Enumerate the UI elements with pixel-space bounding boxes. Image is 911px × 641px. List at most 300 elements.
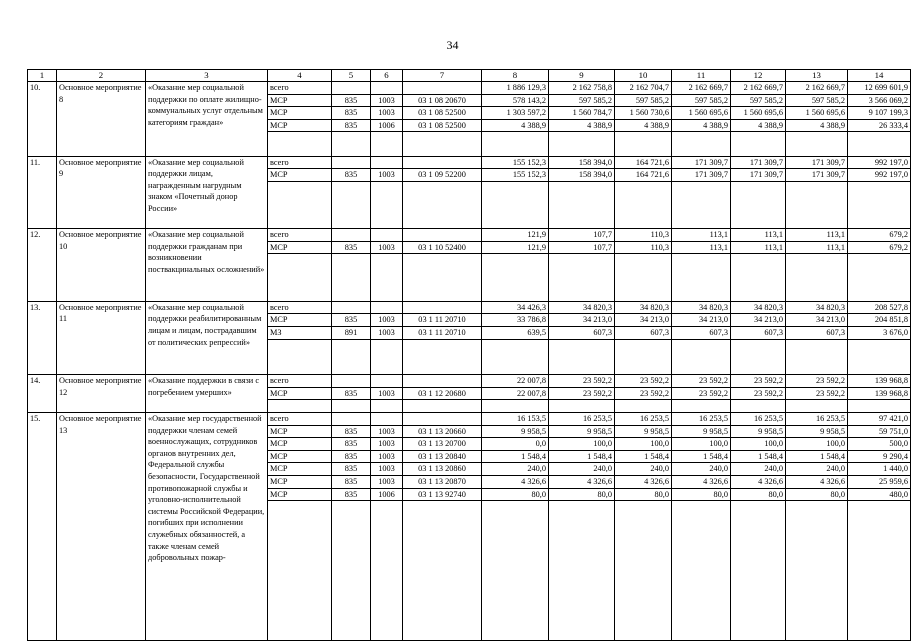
empty-cell <box>371 132 403 156</box>
empty-cell <box>403 501 482 641</box>
table-row <box>28 413 911 426</box>
amount-cell: 100,0 <box>731 438 786 451</box>
measure-description: «Оказание мер социальной поддержки по оплате жилищно-коммунальных услуг отдельным категориям граждан» <box>146 82 268 157</box>
amount-cell: 171 309,7 <box>786 156 848 169</box>
empty-cell <box>332 339 371 375</box>
amount-cell: 23 592,2 <box>731 375 786 388</box>
code-section: 1003 <box>371 169 403 182</box>
column-header-row <box>28 70 911 82</box>
code-section: 1003 <box>371 314 403 327</box>
amount-cell: 34 820,3 <box>731 301 786 314</box>
empty-cell <box>549 254 615 301</box>
amount-cell: 80,0 <box>615 488 672 501</box>
amount-cell: 158 394,0 <box>549 169 615 182</box>
funding-source: всего <box>268 413 332 426</box>
code-grbs: 835 <box>332 94 371 107</box>
funding-source: МСР <box>268 425 332 438</box>
amount-cell: 23 592,2 <box>786 387 848 400</box>
empty-cell <box>786 339 848 375</box>
amount-cell: 1 548,4 <box>482 450 549 463</box>
column-header: 13 <box>786 70 848 82</box>
empty-cell <box>332 400 371 413</box>
empty-cell <box>482 254 549 301</box>
funding-source: МСР <box>268 476 332 489</box>
table-row <box>28 301 911 314</box>
amount-cell: 9 107 199,3 <box>848 107 911 120</box>
empty-cell <box>848 254 911 301</box>
amount-cell: 34 426,3 <box>482 301 549 314</box>
code-target: 03 1 08 20670 <box>403 94 482 107</box>
amount-cell: 679,2 <box>848 229 911 242</box>
code-grbs: 835 <box>332 387 371 400</box>
empty-cell <box>268 181 332 228</box>
amount-cell: 4 326,6 <box>672 476 731 489</box>
amount-cell: 1 560 784,7 <box>549 107 615 120</box>
empty-cell <box>268 132 332 156</box>
amount-cell: 607,3 <box>731 326 786 339</box>
amount-cell: 4 326,6 <box>549 476 615 489</box>
amount-cell: 34 820,3 <box>549 301 615 314</box>
amount-cell: 121,9 <box>482 241 549 254</box>
empty-cell <box>731 501 786 641</box>
amount-cell: 16 253,5 <box>786 413 848 426</box>
column-header: 9 <box>549 70 615 82</box>
code-target: 03 1 13 20660 <box>403 425 482 438</box>
table-body <box>28 70 911 641</box>
row-number: 13. <box>28 301 57 375</box>
amount-cell: 208 527,8 <box>848 301 911 314</box>
amount-cell: 4 388,9 <box>786 119 848 132</box>
amount-cell: 3 676,0 <box>848 326 911 339</box>
amount-cell: 607,3 <box>549 326 615 339</box>
code-grbs: 835 <box>332 476 371 489</box>
empty-cell <box>672 181 731 228</box>
empty-cell <box>332 254 371 301</box>
amount-cell: 597 585,2 <box>672 94 731 107</box>
amount-cell: 171 309,7 <box>731 169 786 182</box>
column-header: 3 <box>146 70 268 82</box>
code-section: 1003 <box>371 463 403 476</box>
page-number: 34 <box>446 38 459 52</box>
amount-cell: 500,0 <box>848 438 911 451</box>
funding-source: МСР <box>268 94 332 107</box>
empty-cell <box>615 400 672 413</box>
amount-cell: 1 548,4 <box>549 450 615 463</box>
empty-cell <box>848 132 911 156</box>
empty-cell <box>332 501 371 641</box>
amount-cell: 16 153,5 <box>482 413 549 426</box>
amount-cell: 34 213,0 <box>615 314 672 327</box>
code-grbs: 835 <box>332 241 371 254</box>
amount-cell: 33 786,8 <box>482 314 549 327</box>
amount-cell: 1 548,4 <box>672 450 731 463</box>
empty-cell <box>549 132 615 156</box>
column-header: 2 <box>57 70 146 82</box>
code-section: 1003 <box>371 94 403 107</box>
amount-cell: 9 958,5 <box>549 425 615 438</box>
amount-cell: 121,9 <box>482 229 549 242</box>
empty-cell <box>482 181 549 228</box>
amount-cell: 240,0 <box>672 463 731 476</box>
measure-name: Основное мероприятие 12 <box>57 375 146 413</box>
amount-cell: 107,7 <box>549 241 615 254</box>
row-number: 15. <box>28 413 57 641</box>
amount-cell: 1 560 730,6 <box>615 107 672 120</box>
funding-source: МСР <box>268 488 332 501</box>
funding-source: МСР <box>268 438 332 451</box>
amount-cell: 607,3 <box>615 326 672 339</box>
amount-cell: 1 303 597,2 <box>482 107 549 120</box>
table-row <box>28 375 911 388</box>
funding-source: МЗ <box>268 326 332 339</box>
amount-cell: 607,3 <box>786 326 848 339</box>
code-target: 03 1 13 20860 <box>403 463 482 476</box>
amount-cell: 12 699 601,9 <box>848 82 911 95</box>
code-grbs: 835 <box>332 463 371 476</box>
amount-cell: 34 213,0 <box>549 314 615 327</box>
empty-cell <box>786 181 848 228</box>
amount-cell: 9 958,5 <box>672 425 731 438</box>
amount-cell: 171 309,7 <box>786 169 848 182</box>
empty-cell <box>403 400 482 413</box>
amount-cell: 1 548,4 <box>615 450 672 463</box>
code-target <box>403 301 482 314</box>
empty-cell <box>672 254 731 301</box>
amount-cell: 204 851,8 <box>848 314 911 327</box>
empty-cell <box>268 400 332 413</box>
code-target: 03 1 08 52500 <box>403 107 482 120</box>
amount-cell: 80,0 <box>786 488 848 501</box>
code-grbs: 835 <box>332 107 371 120</box>
empty-cell <box>549 181 615 228</box>
code-target <box>403 82 482 95</box>
empty-cell <box>268 254 332 301</box>
code-target: 03 1 11 20710 <box>403 314 482 327</box>
amount-cell: 16 253,5 <box>549 413 615 426</box>
amount-cell: 3 566 069,2 <box>848 94 911 107</box>
amount-cell: 597 585,2 <box>786 94 848 107</box>
amount-cell: 97 421,0 <box>848 413 911 426</box>
column-header: 14 <box>848 70 911 82</box>
amount-cell: 9 958,5 <box>786 425 848 438</box>
code-target: 03 1 09 52200 <box>403 169 482 182</box>
row-number: 11. <box>28 156 57 229</box>
code-section <box>371 301 403 314</box>
code-grbs <box>332 413 371 426</box>
measure-description: «Оказание мер социальной поддержки реабилитированным лицам и лицам, пострадавшим от политических репрессий» <box>146 301 268 375</box>
code-grbs: 835 <box>332 314 371 327</box>
empty-cell <box>786 132 848 156</box>
empty-cell <box>672 339 731 375</box>
empty-cell <box>848 339 911 375</box>
empty-cell <box>268 501 332 641</box>
amount-cell: 23 592,2 <box>672 375 731 388</box>
amount-cell: 4 326,6 <box>615 476 672 489</box>
amount-cell: 22 007,8 <box>482 387 549 400</box>
budget-table <box>27 69 911 641</box>
amount-cell: 597 585,2 <box>549 94 615 107</box>
amount-cell: 80,0 <box>549 488 615 501</box>
column-header: 5 <box>332 70 371 82</box>
code-target: 03 1 11 20710 <box>403 326 482 339</box>
row-number: 12. <box>28 229 57 302</box>
empty-cell <box>371 501 403 641</box>
code-grbs: 835 <box>332 169 371 182</box>
amount-cell: 16 253,5 <box>672 413 731 426</box>
code-target: 03 1 08 52500 <box>403 119 482 132</box>
measure-description: «Оказание мер государственной поддержки членам семей военнослужащих, сотрудников органов внутренних дел, Федеральной службы безопасности, Государственной противопожарной службы и уголовно-исполнительной системы Российской Федерации, погибших при исполнении служебных обязанностей, а также членам семей добровольных пожар- <box>146 413 268 641</box>
code-target: 03 1 13 20700 <box>403 438 482 451</box>
measure-name: Основное мероприятие 8 <box>57 82 146 157</box>
amount-cell: 639,5 <box>482 326 549 339</box>
code-section: 1006 <box>371 119 403 132</box>
amount-cell: 992 197,0 <box>848 156 911 169</box>
empty-cell <box>615 501 672 641</box>
code-section: 1003 <box>371 326 403 339</box>
amount-cell: 607,3 <box>672 326 731 339</box>
amount-cell: 992 197,0 <box>848 169 911 182</box>
amount-cell: 1 548,4 <box>731 450 786 463</box>
amount-cell: 171 309,7 <box>672 156 731 169</box>
code-target <box>403 413 482 426</box>
amount-cell: 155 152,3 <box>482 156 549 169</box>
funding-source: всего <box>268 301 332 314</box>
code-section: 1003 <box>371 476 403 489</box>
amount-cell: 0,0 <box>482 438 549 451</box>
funding-source: всего <box>268 156 332 169</box>
empty-cell <box>672 400 731 413</box>
amount-cell: 4 326,6 <box>482 476 549 489</box>
measure-name: Основное мероприятие 10 <box>57 229 146 302</box>
empty-cell <box>731 339 786 375</box>
funding-source: МСР <box>268 119 332 132</box>
amount-cell: 158 394,0 <box>549 156 615 169</box>
code-grbs <box>332 156 371 169</box>
amount-cell: 34 820,3 <box>672 301 731 314</box>
code-target: 03 1 10 52400 <box>403 241 482 254</box>
amount-cell: 2 162 669,7 <box>786 82 848 95</box>
row-number: 14. <box>28 375 57 413</box>
empty-cell <box>371 400 403 413</box>
amount-cell: 113,1 <box>731 229 786 242</box>
empty-cell <box>371 254 403 301</box>
amount-cell: 4 388,9 <box>482 119 549 132</box>
funding-source: всего <box>268 375 332 388</box>
amount-cell: 4 388,9 <box>615 119 672 132</box>
amount-cell: 139 968,8 <box>848 375 911 388</box>
amount-cell: 1 560 695,6 <box>672 107 731 120</box>
amount-cell: 240,0 <box>731 463 786 476</box>
amount-cell: 4 388,9 <box>672 119 731 132</box>
code-section: 1003 <box>371 438 403 451</box>
amount-cell: 113,1 <box>672 241 731 254</box>
funding-source: МСР <box>268 241 332 254</box>
measure-description: «Оказание поддержки в связи с погребением умерших» <box>146 375 268 413</box>
empty-cell <box>615 181 672 228</box>
funding-source: МСР <box>268 450 332 463</box>
amount-cell: 113,1 <box>786 241 848 254</box>
empty-cell <box>786 254 848 301</box>
code-section <box>371 229 403 242</box>
code-section <box>371 413 403 426</box>
code-grbs: 835 <box>332 438 371 451</box>
table-row <box>28 156 911 169</box>
column-header: 11 <box>672 70 731 82</box>
measure-description: «Оказание мер социальной поддержки гражданам при возникновении поствакцинальных осложнений» <box>146 229 268 302</box>
empty-cell <box>615 254 672 301</box>
empty-cell <box>731 400 786 413</box>
amount-cell: 4 388,9 <box>731 119 786 132</box>
amount-cell: 100,0 <box>549 438 615 451</box>
code-grbs <box>332 375 371 388</box>
empty-cell <box>672 132 731 156</box>
amount-cell: 578 143,2 <box>482 94 549 107</box>
empty-cell <box>549 501 615 641</box>
amount-cell: 113,1 <box>731 241 786 254</box>
empty-cell <box>332 181 371 228</box>
empty-cell <box>848 501 911 641</box>
amount-cell: 240,0 <box>482 463 549 476</box>
code-target <box>403 156 482 169</box>
table-row <box>28 229 911 242</box>
code-section: 1003 <box>371 450 403 463</box>
amount-cell: 23 592,2 <box>615 375 672 388</box>
amount-cell: 597 585,2 <box>731 94 786 107</box>
empty-cell <box>549 339 615 375</box>
code-grbs <box>332 82 371 95</box>
code-grbs: 835 <box>332 450 371 463</box>
column-header: 7 <box>403 70 482 82</box>
amount-cell: 34 213,0 <box>672 314 731 327</box>
column-header: 6 <box>371 70 403 82</box>
code-section <box>371 375 403 388</box>
amount-cell: 80,0 <box>731 488 786 501</box>
amount-cell: 107,7 <box>549 229 615 242</box>
code-grbs <box>332 229 371 242</box>
code-grbs: 835 <box>332 425 371 438</box>
amount-cell: 23 592,2 <box>615 387 672 400</box>
code-target <box>403 375 482 388</box>
amount-cell: 9 958,5 <box>731 425 786 438</box>
row-number: 10. <box>28 82 57 157</box>
empty-cell <box>403 181 482 228</box>
empty-cell <box>731 254 786 301</box>
column-header: 12 <box>731 70 786 82</box>
amount-cell: 2 162 669,7 <box>731 82 786 95</box>
amount-cell: 9 958,5 <box>615 425 672 438</box>
empty-cell <box>786 400 848 413</box>
amount-cell: 23 592,2 <box>672 387 731 400</box>
code-grbs: 835 <box>332 119 371 132</box>
amount-cell: 4 326,6 <box>731 476 786 489</box>
amount-cell: 2 162 669,7 <box>672 82 731 95</box>
amount-cell: 1 548,4 <box>786 450 848 463</box>
amount-cell: 16 253,5 <box>615 413 672 426</box>
measure-name: Основное мероприятие 9 <box>57 156 146 229</box>
empty-cell <box>672 501 731 641</box>
amount-cell: 23 592,2 <box>549 375 615 388</box>
code-section: 1003 <box>371 425 403 438</box>
code-target: 03 1 13 92740 <box>403 488 482 501</box>
code-target: 03 1 13 20870 <box>403 476 482 489</box>
column-header: 10 <box>615 70 672 82</box>
amount-cell: 100,0 <box>615 438 672 451</box>
funding-source: всего <box>268 229 332 242</box>
amount-cell: 164 721,6 <box>615 169 672 182</box>
amount-cell: 34 213,0 <box>786 314 848 327</box>
amount-cell: 240,0 <box>549 463 615 476</box>
code-grbs: 891 <box>332 326 371 339</box>
amount-cell: 59 751,0 <box>848 425 911 438</box>
amount-cell: 113,1 <box>786 229 848 242</box>
amount-cell: 110,3 <box>615 229 672 242</box>
funding-source: МСР <box>268 314 332 327</box>
amount-cell: 80,0 <box>672 488 731 501</box>
funding-source: МСР <box>268 169 332 182</box>
amount-cell: 597 585,2 <box>615 94 672 107</box>
empty-cell <box>731 132 786 156</box>
amount-cell: 80,0 <box>482 488 549 501</box>
amount-cell: 164 721,6 <box>615 156 672 169</box>
amount-cell: 34 820,3 <box>786 301 848 314</box>
amount-cell: 16 253,5 <box>731 413 786 426</box>
amount-cell: 9 958,5 <box>482 425 549 438</box>
funding-source: всего <box>268 82 332 95</box>
amount-cell: 4 388,9 <box>549 119 615 132</box>
measure-name: Основное мероприятие 13 <box>57 413 146 641</box>
empty-cell <box>403 254 482 301</box>
empty-cell <box>403 339 482 375</box>
empty-cell <box>268 339 332 375</box>
column-header: 4 <box>268 70 332 82</box>
amount-cell: 2 162 758,8 <box>549 82 615 95</box>
empty-cell <box>332 132 371 156</box>
amount-cell: 1 886 129,3 <box>482 82 549 95</box>
empty-cell <box>403 132 482 156</box>
code-section: 1003 <box>371 107 403 120</box>
amount-cell: 171 309,7 <box>731 156 786 169</box>
code-target <box>403 229 482 242</box>
empty-cell <box>371 339 403 375</box>
empty-cell <box>482 400 549 413</box>
amount-cell: 22 007,8 <box>482 375 549 388</box>
amount-cell: 2 162 704,7 <box>615 82 672 95</box>
amount-cell: 34 820,3 <box>615 301 672 314</box>
empty-cell <box>549 400 615 413</box>
empty-cell <box>482 339 549 375</box>
table-row <box>28 82 911 95</box>
amount-cell: 34 213,0 <box>731 314 786 327</box>
amount-cell: 4 326,6 <box>786 476 848 489</box>
empty-cell <box>482 501 549 641</box>
amount-cell: 110,3 <box>615 241 672 254</box>
code-grbs <box>332 301 371 314</box>
amount-cell: 23 592,2 <box>731 387 786 400</box>
empty-cell <box>848 400 911 413</box>
empty-cell <box>371 181 403 228</box>
empty-cell <box>615 132 672 156</box>
empty-cell <box>731 181 786 228</box>
funding-source: МСР <box>268 107 332 120</box>
amount-cell: 25 959,6 <box>848 476 911 489</box>
amount-cell: 1 440,0 <box>848 463 911 476</box>
amount-cell: 155 152,3 <box>482 169 549 182</box>
amount-cell: 1 560 695,6 <box>731 107 786 120</box>
column-header: 8 <box>482 70 549 82</box>
empty-cell <box>615 339 672 375</box>
column-header: 1 <box>28 70 57 82</box>
empty-cell <box>482 132 549 156</box>
